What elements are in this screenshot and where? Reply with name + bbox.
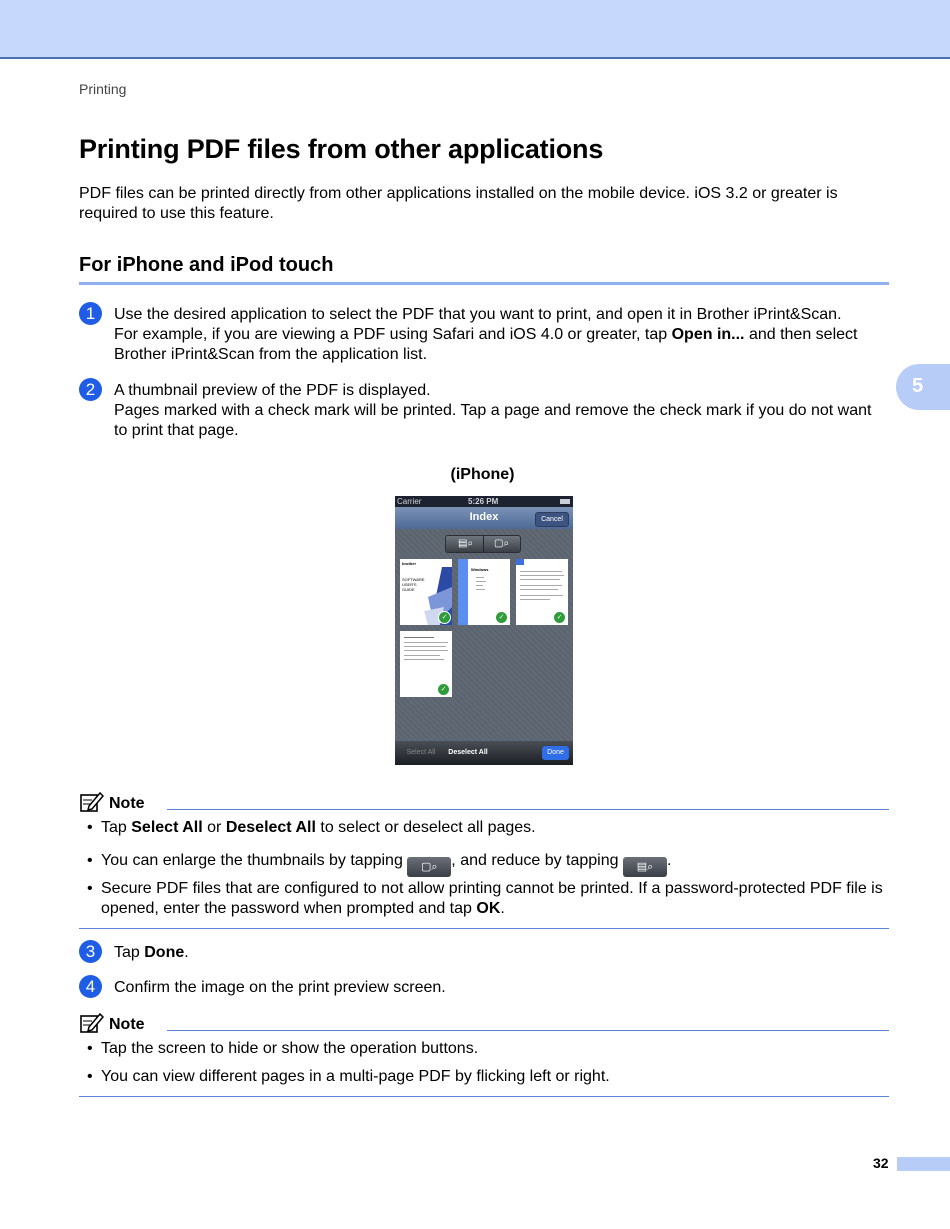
check-mark-icon: ✓: [437, 683, 450, 696]
page-1-title: SOFTWARE USER'S GUIDE: [402, 577, 425, 592]
intro-paragraph: PDF files can be printed directly from other applications installed on the mobile device. iOS 3.2 or greater is required to use this feature.: [79, 185, 838, 222]
page-thumbnail-3[interactable]: [516, 559, 568, 625]
step-2-line1: A thumbnail preview of the PDF is displayed.: [114, 382, 431, 399]
page-4-line: [404, 655, 440, 656]
bottom-toolbar: [395, 741, 573, 765]
page-2-line: [476, 585, 483, 586]
note-1-item-1-mid: or: [202, 819, 226, 836]
note-1-item-3-post: .: [500, 900, 505, 917]
step-1-line2-post: and then select Brother iPrint&Scan from the application list.: [114, 326, 858, 363]
page-2-line: [476, 589, 485, 590]
zoom-segmented-control: [445, 535, 521, 553]
step-2-line2: Pages marked with a check mark will be printed. Tap a page and remove the check mark if you do not want to print that page.: [114, 402, 872, 439]
note-1-item-3: [101, 879, 891, 919]
page-3-line: [520, 589, 558, 590]
bullet: •: [87, 819, 93, 836]
step-3-number: 3: [79, 940, 102, 963]
note-1-item-2-pre: You can enlarge the thumbnails by tapping: [101, 852, 408, 869]
check-mark-icon: ✓: [438, 611, 451, 624]
page-3-line: [520, 571, 562, 572]
figure-caption: (iPhone): [450, 466, 515, 483]
carrier-label: Carrier: [397, 497, 422, 506]
battery-icon: [560, 499, 570, 504]
note-1-item-1-bold2: Deselect All: [225, 819, 316, 836]
note-1-item-1-post: to select or deselect all pages.: [315, 819, 536, 836]
note-1-bottom-rule: [79, 928, 889, 929]
page-4-line: [404, 637, 434, 638]
page-3-line: [520, 599, 550, 600]
note-1-item-3-pre: Secure PDF files that are configured to not allow printing cannot be printed. If a password-protected PDF file is opened, enter the password when prompted and tap: [101, 880, 883, 917]
page-number-tab: [897, 1157, 950, 1171]
step-3-pre: Tap: [114, 944, 145, 961]
status-bar: [395, 496, 573, 507]
nav-bar: [395, 507, 573, 529]
bullet: •: [87, 880, 93, 897]
page-2-line: [476, 581, 486, 582]
header-band: [0, 0, 950, 59]
page-thumbnail-2[interactable]: [458, 559, 510, 625]
check-mark-icon: ✓: [495, 611, 508, 624]
note-1-item-2: [101, 851, 891, 877]
page-4-line: [404, 646, 446, 647]
select-all-button[interactable]: Select All: [406, 749, 436, 756]
step-3-bold: Done: [144, 944, 185, 961]
bullet: •: [87, 1040, 93, 1057]
nav-title: Index: [469, 511, 499, 523]
step-4-number: 4: [79, 975, 102, 998]
step-2-number: 2: [79, 378, 102, 401]
note-pencil-icon: [80, 791, 104, 813]
page-title: Printing PDF files from other applications: [79, 134, 604, 164]
done-button[interactable]: Done: [542, 746, 569, 760]
running-head: Printing: [79, 81, 127, 97]
note-2-label: Note: [109, 1016, 145, 1033]
note-pencil-icon: [80, 1012, 104, 1034]
page-3-line: [520, 575, 564, 576]
zoom-out-icon: ▤⌕: [623, 857, 667, 877]
page-4-line: [404, 659, 444, 660]
note-1-top-rule: [167, 809, 889, 810]
check-mark-icon: ✓: [553, 611, 566, 624]
step-1-line1: Use the desired application to select the PDF that you want to print, and open it in Brother iPrint&Scan.: [114, 306, 842, 323]
note-2-item-1: Tap the screen to hide or show the operation buttons.: [101, 1040, 479, 1057]
zoom-out-icon[interactable]: ▤⌕: [458, 538, 474, 549]
section-rule: [79, 282, 889, 285]
note-1-item-2-mid: , and reduce by tapping: [451, 852, 623, 869]
note-2-item-2: You can view different pages in a multi-page PDF by flicking left or right.: [101, 1068, 610, 1085]
cancel-button[interactable]: Cancel: [535, 512, 569, 527]
chapter-number: 5: [912, 375, 924, 397]
note-1-item-2-post: .: [666, 852, 672, 869]
iphone-screenshot: [395, 496, 573, 765]
note-1-heading: [80, 791, 145, 813]
note-1-item-1: [101, 818, 891, 838]
page-thumbnail-1[interactable]: [400, 559, 452, 625]
zoom-in-icon: ▢⌕: [407, 857, 451, 877]
bullet: •: [87, 852, 93, 869]
page-3-line: [520, 579, 560, 580]
note-2-bottom-rule: [79, 1096, 889, 1097]
zoom-in-icon[interactable]: ▢⌕: [494, 538, 510, 549]
page-2-title: Windows: [471, 567, 489, 572]
note-1-item-3-bold: OK: [476, 900, 501, 917]
bullet: •: [87, 1068, 93, 1085]
page-1-brand: brother: [402, 561, 416, 566]
note-1-item-1-bold1: Select All: [131, 819, 203, 836]
page-3-line: [520, 585, 562, 586]
page-3-badge: [516, 559, 524, 565]
chapter-tab: [896, 364, 950, 410]
step-3-post: .: [184, 944, 189, 961]
note-2-top-rule: [167, 1030, 889, 1031]
note-2-heading: [80, 1012, 145, 1034]
note-1-label: Note: [109, 795, 145, 812]
page-number: 32: [873, 1155, 889, 1171]
page-4-line: [404, 642, 448, 643]
step-2-text: [114, 381, 889, 441]
page-2-sidebar: [458, 559, 468, 625]
step-1-number: 1: [79, 302, 102, 325]
deselect-all-button[interactable]: Deselect All: [448, 749, 488, 756]
page-2-line: [476, 577, 484, 578]
section-heading: For iPhone and iPod touch: [79, 254, 334, 276]
step-1-line2-pre: For example, if you are viewing a PDF using Safari and iOS 4.0 or greater, tap: [114, 326, 672, 343]
page-3-line: [520, 595, 563, 596]
step-1-text: [114, 305, 889, 365]
step-1-line2-bold: Open in...: [671, 326, 745, 343]
page-thumbnail-4[interactable]: [400, 631, 452, 697]
segment-divider: [483, 536, 484, 552]
step-3-text: [114, 943, 889, 963]
page-4-line: [404, 650, 448, 651]
step-4-text: Confirm the image on the print preview screen.: [114, 979, 446, 996]
note-1-item-1-pre: Tap: [101, 819, 132, 836]
time-label: 5:26 PM: [468, 497, 499, 506]
